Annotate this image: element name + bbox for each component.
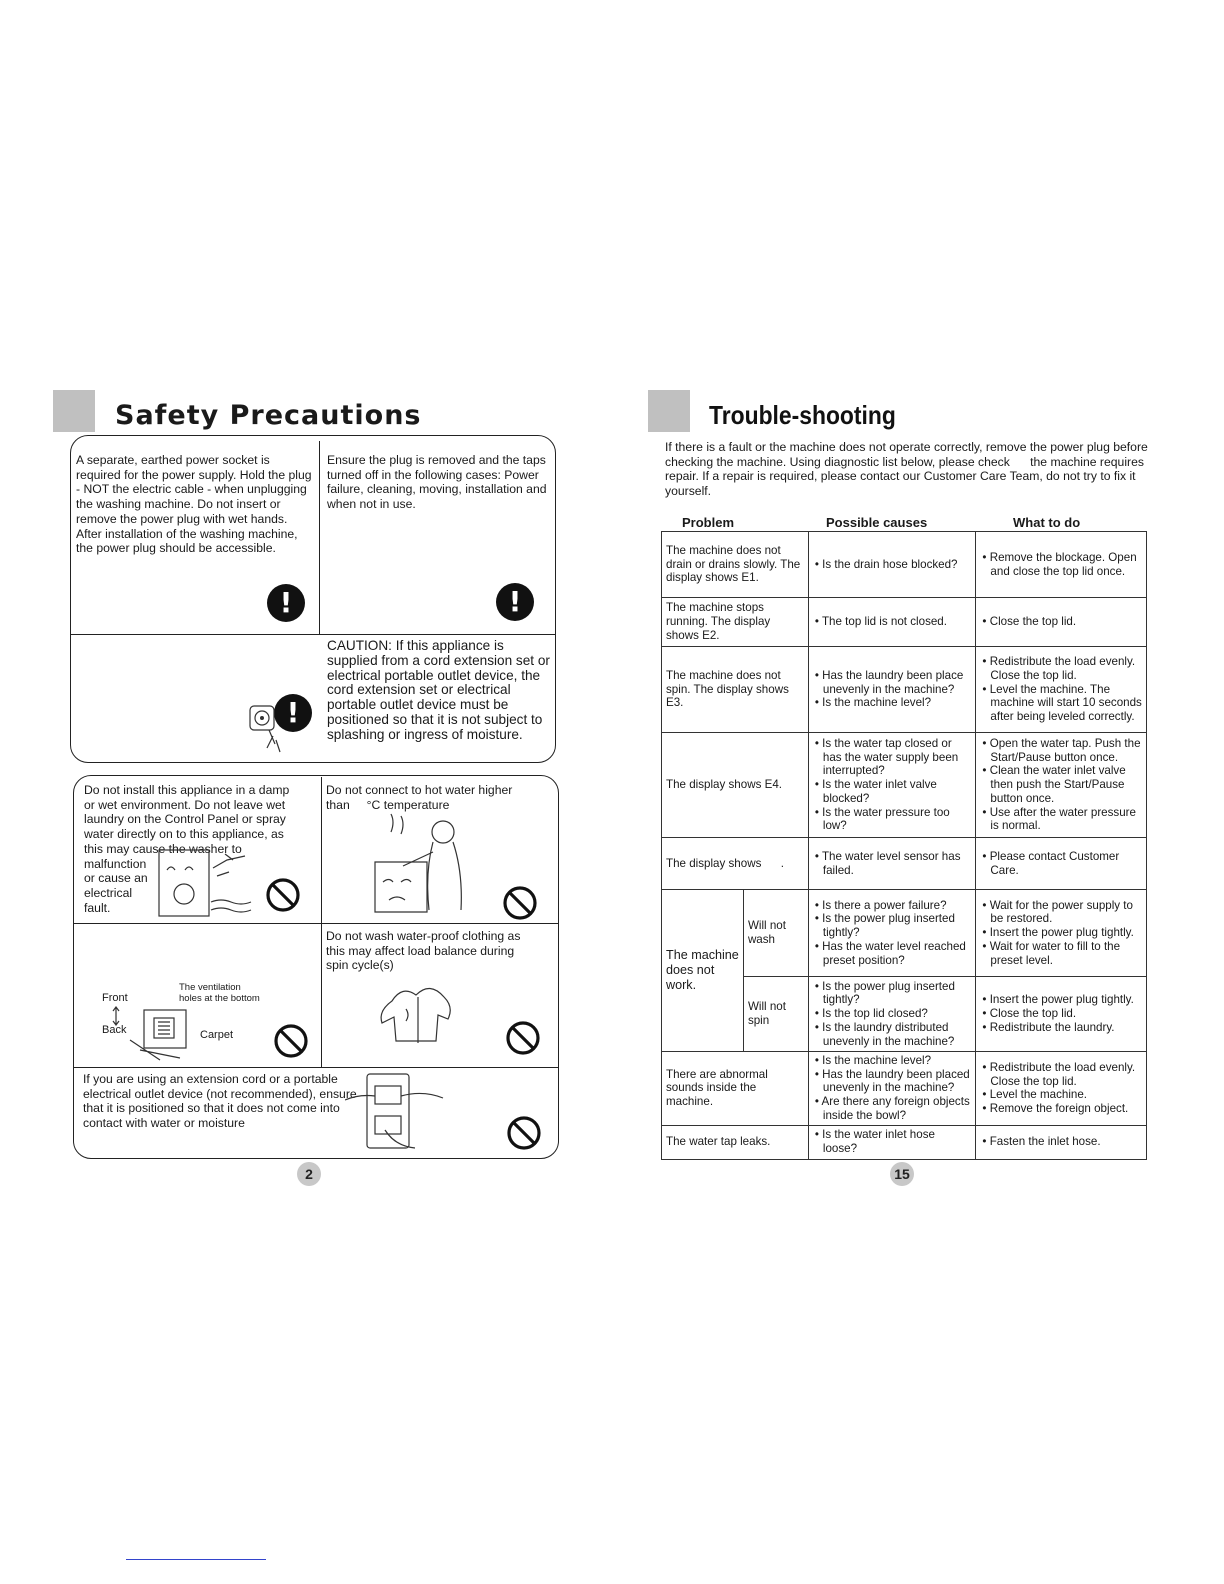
extension-outlet-illustration <box>345 1070 445 1152</box>
exclamation-icon: ! <box>274 694 312 732</box>
table-row: The display shows E4. • Is the water tap closed or has the water supply been interrupted? • Is the water inlet valve blocked? • Is the water pressure too low? • Open the water tap. Push the Start/Pause button once. • Clean the water inlet valve then push the Start/Pause button once. • Use after the water pressure is normal. <box>662 733 1147 838</box>
page-number-badge: 15 <box>890 1162 914 1186</box>
damp-warning: Do not install this appliance in a damp or wet environment. Do not leave wet laundry on the Control Panel or spray water directly on to this appliance, as this may cause the washer to malfunction or cause an electrical fault. <box>84 783 290 915</box>
no-entry-icon <box>274 1024 308 1058</box>
header-square <box>53 390 95 432</box>
troubleshooting-table <box>661 531 1147 1160</box>
no-entry-icon <box>506 1021 540 1055</box>
exclamation-icon: ! <box>267 584 305 622</box>
waterproof-warning: Do not wash water-proof clothing as this may affect load balance during spin cycle(s) <box>326 929 521 973</box>
ventilation-diagram: The ventilation holes at the bottom Front Back Carpet <box>74 924 320 1066</box>
no-entry-icon <box>266 878 300 912</box>
table-row: The machine does not spin. The display shows E3. • Has the laundry been place unevenly in the machine? • Is the machine level? • Redistribute the load evenly. Close the top lid. • Level the machine. The machine will start 10 seconds after being leveled correctly. <box>662 647 1147 733</box>
footer-rule <box>126 1559 266 1560</box>
caution-text: CAUTION: If this appliance is supplied from a cord extension set or electrical portable outlet device, the cord extension set or electrical portable outlet device must be positioned so that it is not subject to splashing or ingress of moisture. <box>327 638 550 742</box>
table-row: The machine does not work. Will not wash • Is there a power failure? • Is the power plug inserted tightly? • Has the water level reached preset position? • Wait for the power supply to be restored. • Insert the power plug tightly. • Wait for water to fill to the preset level. <box>662 890 1147 977</box>
column-header-problem: Problem <box>682 515 735 530</box>
no-entry-icon <box>503 886 537 920</box>
page-title: Safety Precautions <box>115 400 422 431</box>
header-square <box>648 390 690 432</box>
table-row: The machine stops running. The display shows E2. • The top lid is not closed. • Close the top lid. <box>662 598 1147 647</box>
table-row: The water tap leaks. • Is the water inlet hose loose? • Fasten the inlet hose. <box>662 1125 1147 1159</box>
table-row: Will not spin • Is the power plug inserted tightly? • Is the top lid closed? • Is the laundry distributed unevenly in the machine? • Insert the power plug tightly. • Close the top lid. • Redistribute the laundry. <box>662 977 1147 1052</box>
hot-water-warning: Do not connect to hot water higher than °C temperature <box>326 783 513 812</box>
extension-cord-warning: If you are using an extension cord or a portable electrical outlet device (not recommended), ensure that it is positioned so that it does not come into contact with water or moisture <box>83 1072 357 1131</box>
column-header-causes: Possible causes <box>826 515 928 530</box>
plug-removed-text: Ensure the plug is removed and the taps turned off in the following cases: Power failure, cleaning, moving, installation and when not in use. <box>327 453 547 512</box>
table-row: The display shows . • The water level sensor has failed. • Please contact Customer Care. <box>662 838 1147 890</box>
table-row: The machine does not drain or drains slowly. The display shows E1. • Is the drain hose blocked? • Remove the blockage. Open and close the top lid once. <box>662 532 1147 598</box>
wet-socket-icon <box>245 700 285 756</box>
exclamation-icon: ! <box>496 583 534 621</box>
socket-text: A separate, earthed power socket is required for the power supply. Hold the plug - NOT the electric cable - when unplugging the washing machine. Do not insert or remove the power plug with wet hands. After installation of the washing machine, the power plug should be accessible. <box>76 453 312 556</box>
woman-hot-water-illustration <box>365 812 475 920</box>
waterproof-jacket-illustration <box>380 983 464 1047</box>
page-title: Trouble-shooting <box>709 400 896 430</box>
spraying-washer-illustration <box>155 840 265 920</box>
page-number-badge: 2 <box>297 1162 321 1186</box>
intro-text: If there is a fault or the machine does not operate correctly, remove the power plug before checking the machine. Using diagnostic list below, please check the machine requires repair. If a repair is required, please contact our Customer Care Team, do not try to fix it yourself. <box>665 440 1152 499</box>
no-entry-icon <box>507 1116 541 1150</box>
column-header-todo: What to do <box>1013 515 1081 530</box>
table-row: There are abnormal sounds inside the machine. • Is the machine level? • Has the laundry been placed unevenly in the machine? • Are there any foreign objects inside the bowl? • Redistribute the load evenly. Close the top lid. • Level the machine. • Remove the foreign object. <box>662 1052 1147 1126</box>
